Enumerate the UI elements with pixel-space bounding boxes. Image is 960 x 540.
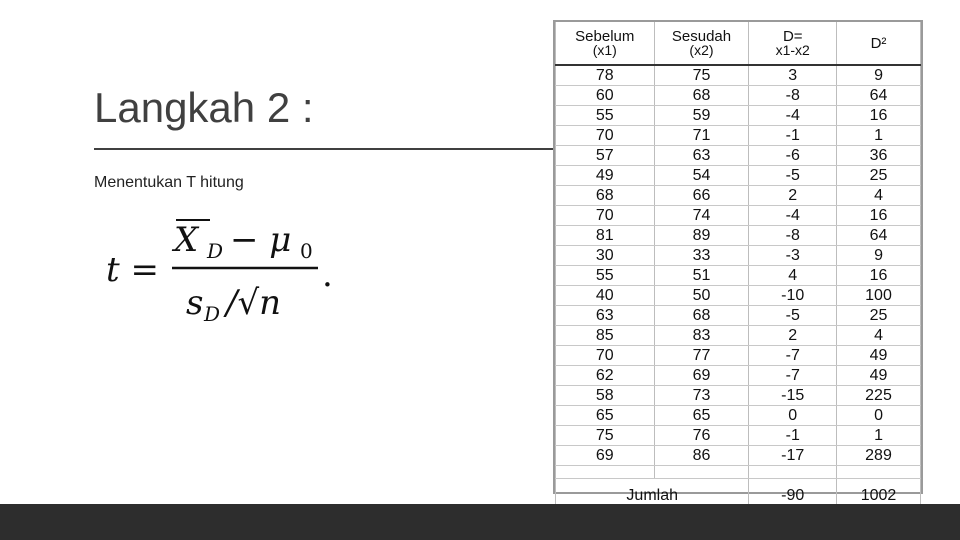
footer-bar [0,504,960,540]
cell-difference: 3 [749,65,837,86]
cell-d-squared: 0 [837,406,921,426]
cell-sebelum: 85 [556,326,655,346]
table-body [556,65,921,511]
cell-sebelum: 75 [556,426,655,446]
cell-difference: -4 [749,106,837,126]
cell-sesudah: 83 [654,326,749,346]
cell-sesudah: 33 [654,246,749,266]
cell-sebelum: 40 [556,286,655,306]
table-row [556,186,921,206]
table-row [556,306,921,326]
cell-sesudah: 54 [654,166,749,186]
numerator-x: X [174,220,199,260]
denominator-sub-d: D [204,302,221,324]
cell-sesudah: 68 [654,86,749,106]
cell-sebelum: 58 [556,386,655,406]
cell-difference: -1 [749,426,837,446]
cell-sesudah: 59 [654,106,749,126]
cell-difference: -10 [749,286,837,306]
cell-sebelum: 68 [556,186,655,206]
denominator-s: s [186,283,204,323]
table-row [556,366,921,386]
t-statistic-formula [104,214,344,324]
cell-difference: -17 [749,446,837,466]
cell-sesudah: 65 [654,406,749,426]
table-row [556,86,921,106]
cell-difference: 4 [749,266,837,286]
cell-difference: -7 [749,366,837,386]
cell-difference: 2 [749,186,837,206]
cell-sebelum: 69 [556,446,655,466]
cell-d-squared: 49 [837,366,921,386]
cell-sebelum: 60 [556,86,655,106]
cell-sebelum: 81 [556,226,655,246]
table-row [556,346,921,366]
cell-sesudah: 77 [654,346,749,366]
cell-sesudah: 68 [654,306,749,326]
cell-d-squared: 289 [837,446,921,466]
cell-d-squared: 1 [837,126,921,146]
cell-difference: -15 [749,386,837,406]
cell-sesudah: 63 [654,146,749,166]
total-label: Jumlah [556,479,749,512]
table-row [556,166,921,186]
table-row [556,266,921,286]
cell-d-squared: 4 [837,186,921,206]
cell-sebelum: 70 [556,206,655,226]
cell-sesudah: 75 [654,65,749,86]
cell-difference: -6 [749,146,837,166]
table-row [556,126,921,146]
table-row [556,286,921,306]
cell-sebelum: 65 [556,406,655,426]
cell-difference: 0 [749,406,837,426]
table-spacer-row [556,466,921,479]
total-d-sum: -90 [749,479,837,512]
cell-sesudah: 69 [654,366,749,386]
cell-d-squared: 64 [837,86,921,106]
slide-subtitle: Menentukan T hitung [94,174,244,191]
cell-d-squared: 16 [837,206,921,226]
title-divider [94,148,554,150]
cell-sesudah: 86 [654,446,749,466]
cell-difference: -5 [749,306,837,326]
cell-sesudah: 73 [654,386,749,406]
cell-sebelum: 78 [556,65,655,86]
cell-sesudah: 74 [654,206,749,226]
denominator-rest: /√n [226,283,282,323]
numerator-sub-0: 0 [300,239,313,263]
table-row [556,386,921,406]
header-sesudah: Sesudah (x2) [654,22,749,65]
cell-d-squared: 16 [837,266,921,286]
numerator-sub-d: D [207,239,224,263]
slide-title: Langkah 2 : [94,84,314,131]
cell-sebelum: 63 [556,306,655,326]
cell-sebelum: 55 [556,106,655,126]
cell-sesudah: 50 [654,286,749,306]
cell-d-squared: 4 [837,326,921,346]
cell-d-squared: 36 [837,146,921,166]
cell-d-squared: 49 [837,346,921,366]
cell-sesudah: 71 [654,126,749,146]
table-row [556,246,921,266]
table-row [556,406,921,426]
cell-d-squared: 100 [837,286,921,306]
cell-d-squared: 64 [837,226,921,246]
formula-period: . [322,255,333,295]
cell-difference: -3 [749,246,837,266]
table-row [556,226,921,246]
cell-sebelum: 57 [556,146,655,166]
cell-sebelum: 70 [556,126,655,146]
cell-sebelum: 30 [556,246,655,266]
table-row [556,146,921,166]
table-row [556,65,921,86]
header-sebelum: Sebelum (x1) [556,22,655,65]
cell-sebelum: 70 [556,346,655,366]
cell-sesudah: 76 [654,426,749,446]
numerator-mu: − μ [230,220,292,260]
total-d2-sum: 1002 [837,479,921,512]
cell-sebelum: 55 [556,266,655,286]
cell-sesudah: 66 [654,186,749,206]
cell-sebelum: 49 [556,166,655,186]
cell-sebelum: 62 [556,366,655,386]
table-row [556,206,921,226]
cell-d-squared: 9 [837,246,921,266]
cell-sesudah: 89 [654,226,749,246]
header-d-squared: D² [837,22,921,65]
cell-difference: -1 [749,126,837,146]
table-row [556,326,921,346]
cell-difference: -8 [749,86,837,106]
table-row [556,106,921,126]
cell-d-squared: 225 [837,386,921,406]
table-header-row [556,22,921,65]
header-difference: D= x1-x2 [749,22,837,65]
cell-d-squared: 25 [837,306,921,326]
formula-lhs: t = [106,250,159,290]
paired-data-table [553,20,923,504]
cell-difference: 2 [749,326,837,346]
cell-difference: -8 [749,226,837,246]
cell-d-squared: 25 [837,166,921,186]
table-row [556,426,921,446]
cell-d-squared: 16 [837,106,921,126]
cell-d-squared: 9 [837,65,921,86]
cell-difference: -7 [749,346,837,366]
cell-difference: -5 [749,166,837,186]
cell-sesudah: 51 [654,266,749,286]
table-row [556,446,921,466]
cell-d-squared: 1 [837,426,921,446]
cell-difference: -4 [749,206,837,226]
